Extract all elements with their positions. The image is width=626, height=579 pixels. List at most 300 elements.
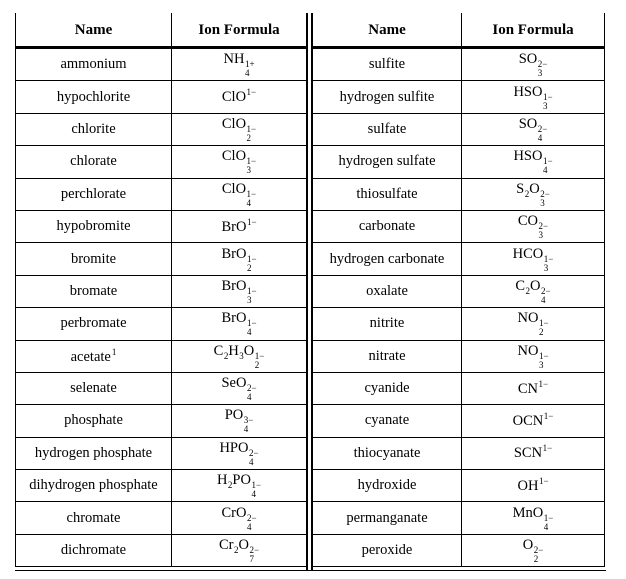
ion-formula-cell (462, 340, 605, 372)
ion-name: carbonate (358, 218, 416, 235)
ion-name-cell (313, 308, 462, 340)
ion-name-cell (16, 81, 172, 113)
formula-element: ClO (221, 148, 247, 165)
formula-subscript: 2 (538, 327, 544, 338)
formula-charge: 1− (538, 318, 549, 329)
sub-sup-stack (247, 287, 257, 305)
formula-charge: 2− (537, 123, 548, 134)
ion-name-cell (313, 470, 462, 502)
formula-charge: 1− (246, 285, 257, 296)
ion-name: chromate (66, 509, 121, 526)
formula-charge: 2− (246, 383, 257, 394)
formula-subscript: 2 (246, 132, 252, 143)
ion-name-cell (16, 502, 172, 534)
ion-formula-cell (462, 534, 605, 566)
formula-charge: 1− (246, 253, 257, 264)
ion-name-cell (313, 146, 462, 178)
ion-formula-cell (462, 437, 605, 469)
ion-formula-cell (462, 470, 605, 502)
table-row (16, 178, 307, 210)
sub-sup-stack (544, 255, 554, 273)
formula-element: Cr (218, 537, 234, 554)
ion-name: nitrate (368, 347, 406, 364)
sub-sup-stack (247, 384, 257, 402)
formula-charge: 1− (251, 480, 262, 491)
ion-name: hypobromite (56, 218, 131, 235)
table-row (313, 534, 605, 566)
formula-subscript: 4 (246, 521, 252, 532)
formula-subscript: 3 (246, 294, 252, 305)
ion-formula (221, 218, 256, 236)
ion-name: phosphate (64, 412, 123, 429)
formula-charge: 2− (541, 285, 551, 296)
ion-formula (513, 246, 554, 273)
table-row (313, 275, 605, 307)
formula-charge: 2− (246, 512, 257, 523)
table-row (16, 243, 307, 275)
formula-element: BrO (221, 277, 247, 294)
table-row (16, 372, 307, 404)
formula-subscript: 2 (233, 545, 239, 556)
ion-formula (513, 148, 552, 175)
ion-formula (523, 537, 544, 564)
formula-subscript: 3 (542, 100, 548, 111)
ion-name: dihydrogen phosphate (29, 477, 158, 494)
formula-element: H (228, 342, 239, 359)
ion-formula (222, 88, 256, 106)
ion-formula-cell (462, 372, 605, 404)
ion-name-cell (16, 372, 172, 404)
formula-element: ClO (221, 89, 247, 106)
table-row (16, 405, 307, 437)
formula-subscript: 3 (540, 197, 545, 208)
table-row (16, 146, 307, 178)
double-rule-divider (306, 13, 313, 571)
ion-formula-cell (172, 340, 307, 372)
ion-name: hydrogen sulfite (339, 88, 435, 105)
table-row (313, 340, 605, 372)
table-row (313, 48, 605, 81)
formula-element: SO (518, 115, 538, 132)
ion-name-cell (16, 340, 172, 372)
formula-subscript: 4 (543, 521, 549, 532)
sub-sup-stack (540, 190, 550, 208)
formula-subscript: 2 (533, 554, 539, 565)
table-row (313, 405, 605, 437)
table-row (16, 308, 307, 340)
table-row (313, 308, 605, 340)
formula-element: NH (223, 51, 245, 68)
sub-sup-stack (247, 125, 257, 143)
sub-sup-stack (247, 157, 257, 175)
formula-element: MnO (512, 504, 544, 521)
ion-formula (225, 407, 254, 434)
ion-formula-cell (172, 437, 307, 469)
table-row (313, 437, 605, 469)
ion-formula (515, 278, 550, 305)
ion-formula-cell (172, 146, 307, 178)
ion-formula (219, 537, 259, 564)
formula-charge: 1− (246, 216, 257, 227)
formula-subscript: 4 (248, 456, 254, 467)
formula-charge: 1− (542, 156, 553, 167)
ion-name-cell (16, 146, 172, 178)
sub-sup-stack (541, 287, 551, 305)
formula-charge: 1− (246, 87, 257, 98)
sub-sup-stack (255, 352, 265, 370)
formula-element: O (529, 180, 540, 197)
formula-charge: 3− (243, 415, 254, 426)
formula-element: CN (517, 380, 539, 397)
ion-name-cell (16, 48, 172, 81)
sub-sup-stack (539, 319, 549, 337)
formula-subscript: 2 (246, 262, 252, 273)
ion-formula-cell (172, 243, 307, 275)
ion-name: hydrogen phosphate (34, 444, 153, 461)
formula-charge: 1− (542, 91, 553, 102)
formula-element: O (238, 537, 249, 554)
table-row (313, 178, 605, 210)
formula-subscript: 3 (538, 230, 544, 241)
formula-charge: 1− (538, 378, 549, 389)
formula-subscript: 4 (541, 294, 546, 305)
formula-element: CO (517, 213, 539, 230)
table-row (16, 502, 307, 534)
ion-formula-cell (172, 210, 307, 242)
formula-element: C (213, 342, 224, 359)
formula-element: BrO (221, 310, 247, 327)
table-row (16, 113, 307, 145)
ion-formula-cell (172, 502, 307, 534)
formula-column-header: Ion Formula (462, 13, 605, 48)
formula-subscript: 2 (524, 188, 530, 199)
ion-name: thiosulfate (356, 185, 418, 202)
table-row (16, 470, 307, 502)
ion-formula-cell (462, 502, 605, 534)
ion-formula-cell (172, 178, 307, 210)
ion-formula-cell (172, 470, 307, 502)
formula-element: HSO (513, 83, 543, 100)
formula-element: NO (517, 310, 539, 327)
formula-element: PO (232, 472, 251, 489)
formula-subscript: 4 (246, 327, 252, 338)
ion-formula (223, 51, 254, 78)
table-row (16, 534, 307, 566)
formula-charge: 1− (246, 123, 257, 134)
sub-sup-stack (538, 125, 548, 143)
ion-name-cell (16, 243, 172, 275)
formula-charge: 2− (538, 221, 549, 232)
ion-table-left-body (16, 48, 307, 567)
table-row (16, 275, 307, 307)
ion-name-cell (16, 113, 172, 145)
ion-formula (514, 444, 552, 462)
formula-element: O (522, 537, 534, 554)
formula-subscript: 3 (246, 165, 252, 176)
formula-charge: 2− (249, 545, 260, 556)
sub-sup-stack (251, 481, 261, 499)
formula-element: SeO (221, 375, 247, 392)
ion-name: bromate (69, 282, 118, 299)
ion-formula (221, 246, 256, 273)
formula-element: S (516, 180, 525, 197)
ion-name: thiocyanate (353, 444, 421, 461)
ion-name-cell (313, 210, 462, 242)
ion-name-cell (16, 178, 172, 210)
formula-subscript: 4 (537, 132, 543, 143)
formula-element: BrO (221, 245, 247, 262)
ion-name: hydrogen carbonate (329, 250, 445, 267)
formula-charge: 1− (538, 350, 549, 361)
ion-name: hydroxide (357, 477, 417, 494)
formula-element: ClO (221, 115, 247, 132)
ion-formula-cell (462, 113, 605, 145)
ion-formula (517, 343, 548, 370)
ion-name-cell (313, 178, 462, 210)
ion-formula (214, 343, 265, 370)
name-column-header: Name (16, 13, 172, 48)
formula-element: HPO (219, 439, 249, 456)
ion-name-cell (313, 48, 462, 81)
sub-sup-stack (543, 93, 553, 111)
formula-element: OCN (512, 412, 544, 429)
ion-name-cell (16, 405, 172, 437)
formula-charge: 1+ (244, 59, 255, 70)
formula-element: SCN (513, 445, 543, 462)
ion-formula-cell (462, 178, 605, 210)
ion-formula (222, 148, 256, 175)
ion-name: peroxide (361, 542, 413, 559)
table-row (16, 340, 307, 372)
sub-sup-stack (539, 222, 549, 240)
sub-sup-stack (247, 190, 257, 208)
ion-name: permanganate (346, 509, 428, 526)
ion-name: bromite (70, 250, 117, 267)
ion-formula-cell (172, 534, 307, 566)
formula-element: ClO (221, 180, 247, 197)
ion-formula (519, 51, 548, 78)
ion-formula (513, 412, 554, 430)
table-row (16, 48, 307, 81)
formula-charge: 1− (254, 350, 265, 361)
bottom-border (15, 570, 606, 571)
ion-formula (513, 84, 552, 111)
formula-element: SO (518, 51, 538, 68)
ion-formula (221, 505, 256, 532)
ion-name-cell (16, 210, 172, 242)
ion-name-cell (313, 437, 462, 469)
ion-formula-cell (172, 113, 307, 145)
ion-formula (519, 116, 548, 143)
ion-formula (513, 505, 554, 532)
ion-formula-cell (172, 372, 307, 404)
ion-name: selenate (70, 380, 117, 397)
ion-formula-cell (462, 210, 605, 242)
name-column-header: Name (313, 13, 462, 48)
formula-charge: 1− (543, 253, 554, 264)
ion-formula (516, 181, 550, 208)
ion-name: dichromate (60, 542, 127, 559)
ion-name-cell (16, 437, 172, 469)
formula-subscript: 4 (251, 489, 256, 500)
formula-charge: 2− (248, 447, 259, 458)
formula-charge: 1− (542, 443, 553, 454)
formula-element: BrO (221, 218, 247, 235)
ion-name-cell (313, 534, 462, 566)
ion-formula-cell (172, 81, 307, 113)
formula-subscript: 3 (538, 359, 544, 370)
ion-name: nitrite (369, 315, 405, 332)
ion-formula (517, 310, 548, 337)
ion-name: perchlorate (60, 185, 127, 202)
ion-formula (517, 477, 548, 495)
formula-element: NO (517, 342, 539, 359)
ion-name-cell (313, 405, 462, 437)
formula-charge: 1− (246, 156, 257, 167)
ion-name-cell (16, 308, 172, 340)
ion-name-cell (313, 81, 462, 113)
header-row (16, 13, 307, 48)
header-row (313, 13, 605, 48)
formula-element: O (243, 342, 255, 359)
formula-element: OH (517, 477, 539, 494)
sub-sup-stack (247, 514, 257, 532)
formula-charge: 1− (246, 318, 257, 329)
ion-name: cyanate (364, 412, 410, 429)
formula-subscript: 3 (239, 350, 244, 361)
ion-name-cell (313, 113, 462, 145)
ion-formula (518, 380, 548, 398)
ion-name: oxalate (366, 282, 408, 299)
ion-name: sulfate (367, 120, 407, 137)
ion-formula-cell (462, 275, 605, 307)
ion-formula (221, 375, 256, 402)
ion-formula (222, 181, 256, 208)
table-row (313, 502, 605, 534)
formula-element: H (216, 472, 228, 489)
ion-formula (221, 310, 256, 337)
formula-charge: 1− (543, 410, 554, 421)
sub-sup-stack (544, 514, 554, 532)
ion-name: acetate (70, 348, 111, 365)
formula-element: HSO (513, 148, 543, 165)
formula-subscript: 4 (243, 424, 249, 435)
table-row (313, 372, 605, 404)
sub-sup-stack (249, 449, 259, 467)
sub-sup-stack (249, 546, 259, 564)
formula-subscript: 2 (525, 285, 531, 296)
ion-name: sulfite (368, 56, 406, 73)
ion-name-cell (313, 502, 462, 534)
formula-element: CrO (221, 504, 247, 521)
formula-element: PO (224, 407, 244, 424)
formula-subscript: 2 (254, 359, 260, 370)
table-row (313, 146, 605, 178)
table-row (16, 81, 307, 113)
ion-table-left (15, 13, 306, 567)
formula-subscript: 4 (542, 165, 548, 176)
ion-name-cell (313, 243, 462, 275)
ion-formula-cell (462, 243, 605, 275)
table-row (313, 81, 605, 113)
table-row (16, 437, 307, 469)
formula-subscript: 4 (244, 68, 250, 79)
ion-name-cell (313, 340, 462, 372)
sub-sup-stack (543, 157, 553, 175)
formula-element: C (515, 277, 526, 294)
formula-subscript: 7 (249, 554, 254, 565)
ion-formula-cell (462, 146, 605, 178)
table-row (313, 243, 605, 275)
ion-formula-cell (462, 405, 605, 437)
formula-charge: 2− (537, 59, 548, 70)
ion-name: perbromate (60, 315, 127, 332)
table-row (313, 470, 605, 502)
ion-formula-cell (462, 308, 605, 340)
ion-name-cell (313, 275, 462, 307)
formula-charge: 1− (538, 475, 549, 486)
ion-table-right (313, 13, 605, 567)
formula-column-header: Ion Formula (172, 13, 307, 48)
formula-charge: 1− (246, 188, 257, 199)
sub-sup-stack (538, 60, 548, 78)
ion-name-cell (16, 470, 172, 502)
sub-sup-stack (244, 416, 254, 434)
ion-name-cell (16, 275, 172, 307)
ion-formula (518, 213, 548, 240)
sub-sup-stack (247, 319, 257, 337)
ion-formula-cell (172, 405, 307, 437)
table-row (313, 210, 605, 242)
ion-formula-sheet (15, 13, 606, 571)
formula-element: HCO (512, 245, 544, 262)
ion-formula-cell (462, 81, 605, 113)
formula-subscript: 2 (223, 350, 229, 361)
formula-element: O (530, 277, 541, 294)
ion-formula-cell (172, 308, 307, 340)
ion-name: ammonium (60, 56, 127, 73)
formula-subscript: 4 (246, 197, 252, 208)
ion-name: hydrogen sulfate (338, 153, 436, 170)
ion-formula (221, 278, 256, 305)
ion-name-cell (16, 534, 172, 566)
formula-charge: 2− (540, 188, 550, 199)
ion-formula (222, 116, 256, 143)
ion-name-cell (313, 372, 462, 404)
table-row (16, 210, 307, 242)
ion-formula-cell (172, 275, 307, 307)
sub-sup-stack (539, 352, 549, 370)
ion-name: chlorite (71, 120, 116, 137)
sub-sup-stack (247, 255, 257, 273)
sub-sup-stack (245, 60, 255, 78)
table-row (313, 113, 605, 145)
ion-name: hypochlorite (56, 88, 131, 105)
formula-subscript: 3 (537, 68, 543, 79)
ion-table-right-body (313, 48, 605, 567)
formula-subscript: 4 (246, 392, 252, 403)
ion-formula (217, 472, 261, 499)
ion-formula-cell (462, 48, 605, 81)
formula-charge: 2− (533, 545, 544, 556)
ion-name: cyanide (364, 380, 410, 397)
sub-sup-stack (534, 546, 544, 564)
ion-formula-cell (172, 48, 307, 81)
ion-formula (219, 440, 258, 467)
ion-name: chlorate (70, 153, 117, 170)
formula-charge: 1− (543, 512, 554, 523)
footnote-marker: 1 (111, 346, 117, 357)
